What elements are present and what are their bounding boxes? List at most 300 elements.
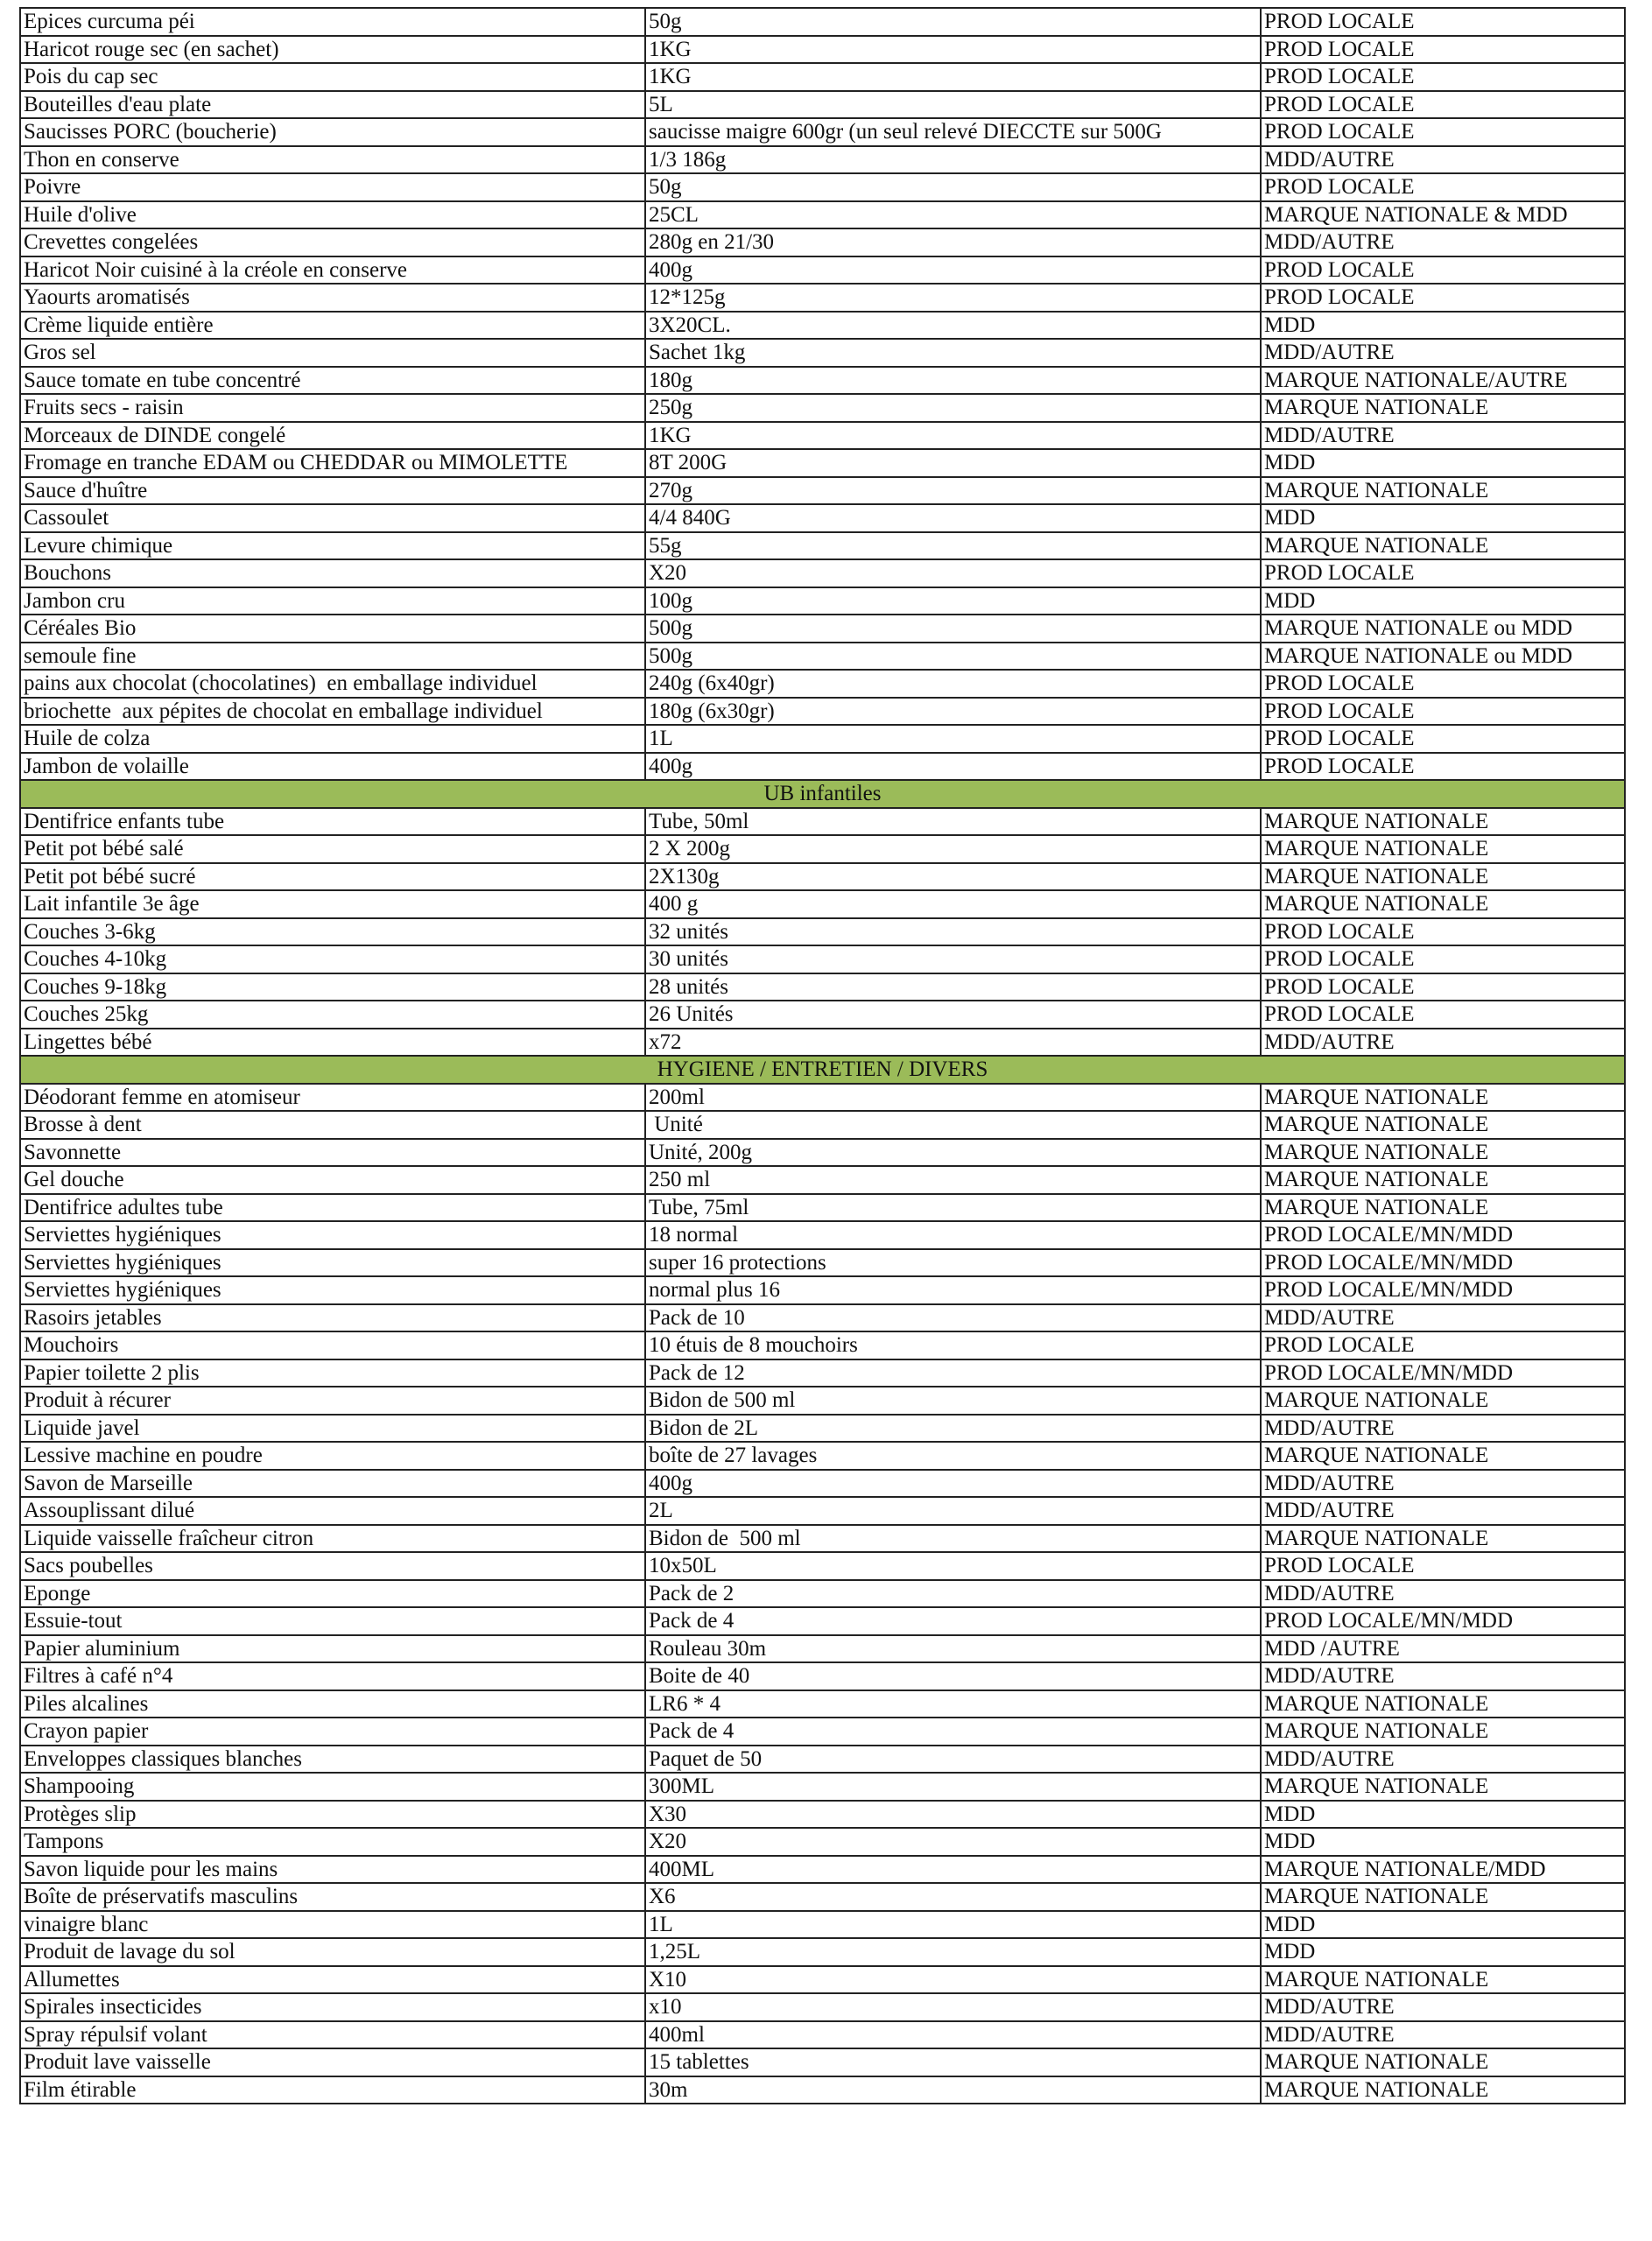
brand-cell: MARQUE NATIONALE: [1261, 1525, 1625, 1553]
table-row: [20, 1662, 1625, 1690]
table-row: [20, 2048, 1625, 2076]
table-row: [20, 753, 1625, 781]
product-cell: Couches 25kg: [20, 1001, 645, 1029]
product-cell: Céréales Bio: [20, 615, 645, 643]
format-cell: 30m: [645, 2076, 1261, 2104]
table-row: [20, 1883, 1625, 1911]
product-cell: Brosse à dent: [20, 1111, 645, 1139]
brand-cell: MDD: [1261, 1828, 1625, 1856]
table-row: [20, 312, 1625, 340]
brand-cell: MARQUE NATIONALE: [1261, 1883, 1625, 1911]
brand-cell: PROD LOCALE: [1261, 698, 1625, 726]
table-row: [20, 1801, 1625, 1829]
table-row: [20, 1911, 1625, 1939]
format-cell: 400g: [645, 753, 1261, 781]
brand-cell: PROD LOCALE: [1261, 1552, 1625, 1580]
table-row: [20, 1525, 1625, 1553]
brand-cell: MARQUE NATIONALE ou MDD: [1261, 615, 1625, 643]
brand-cell: MDD/AUTRE: [1261, 1662, 1625, 1690]
format-cell: Tube, 50ml: [645, 808, 1261, 836]
table-row: [20, 394, 1625, 422]
product-cell: Serviettes hygiéniques: [20, 1249, 645, 1277]
product-cell: Poivre: [20, 173, 645, 201]
brand-cell: PROD LOCALE/MN/MDD: [1261, 1221, 1625, 1249]
table-row: [20, 449, 1625, 477]
product-cell: Papier toilette 2 plis: [20, 1359, 645, 1387]
format-cell: 2X130g: [645, 863, 1261, 891]
table-row: [20, 890, 1625, 918]
format-cell: 240g (6x40gr): [645, 670, 1261, 698]
product-cell: Cassoulet: [20, 504, 645, 532]
product-cell: Savonnette: [20, 1139, 645, 1167]
product-table: [19, 7, 1626, 2104]
format-cell: Pack de 10: [645, 1304, 1261, 1332]
table-row: [20, 863, 1625, 891]
brand-cell: MARQUE NATIONALE: [1261, 808, 1625, 836]
table-row: [20, 1470, 1625, 1498]
brand-cell: MARQUE NATIONALE: [1261, 394, 1625, 422]
table-row: [20, 1552, 1625, 1580]
product-cell: Couches 4-10kg: [20, 945, 645, 973]
format-cell: 180g (6x30gr): [645, 698, 1261, 726]
brand-cell: PROD LOCALE: [1261, 918, 1625, 946]
product-cell: Produit à récurer: [20, 1387, 645, 1415]
product-cell: Epices curcuma péi: [20, 8, 645, 36]
format-cell: 2 X 200g: [645, 835, 1261, 863]
table-row: [20, 1828, 1625, 1856]
format-cell: boîte de 27 lavages: [645, 1442, 1261, 1470]
brand-cell: MARQUE NATIONALE: [1261, 1690, 1625, 1718]
section-header-row: [20, 780, 1625, 808]
product-cell: Filtres à café n°4: [20, 1662, 645, 1690]
format-cell: Pack de 4: [645, 1607, 1261, 1635]
format-cell: Unité, 200g: [645, 1139, 1261, 1167]
brand-cell: MDD/AUTRE: [1261, 422, 1625, 450]
brand-cell: PROD LOCALE: [1261, 670, 1625, 698]
format-cell: 250g: [645, 394, 1261, 422]
product-cell: Lingettes bébé: [20, 1029, 645, 1057]
format-cell: Bidon de 500 ml: [645, 1387, 1261, 1415]
format-cell: 5L: [645, 91, 1261, 119]
section-title: UB infantiles: [20, 780, 1625, 808]
table-row: [20, 1938, 1625, 1966]
product-cell: semoule fine: [20, 643, 645, 671]
table-row: [20, 559, 1625, 587]
format-cell: Tube, 75ml: [645, 1194, 1261, 1222]
brand-cell: PROD LOCALE/MN/MDD: [1261, 1249, 1625, 1277]
table-row: [20, 698, 1625, 726]
table-row: [20, 643, 1625, 671]
brand-cell: MDD: [1261, 1801, 1625, 1829]
brand-cell: PROD LOCALE/MN/MDD: [1261, 1359, 1625, 1387]
brand-cell: MDD/AUTRE: [1261, 1029, 1625, 1057]
product-cell: Lessive machine en poudre: [20, 1442, 645, 1470]
product-cell: Jambon cru: [20, 587, 645, 615]
table-row: [20, 1359, 1625, 1387]
table-row: [20, 173, 1625, 201]
product-cell: Thon en conserve: [20, 146, 645, 174]
format-cell: Rouleau 30m: [645, 1635, 1261, 1663]
format-cell: 180g: [645, 367, 1261, 395]
product-cell: Petit pot bébé sucré: [20, 863, 645, 891]
product-cell: Crevettes congelées: [20, 228, 645, 256]
table-row: [20, 670, 1625, 698]
brand-cell: PROD LOCALE: [1261, 36, 1625, 64]
table-row: [20, 1773, 1625, 1801]
format-cell: Pack de 2: [645, 1580, 1261, 1608]
product-cell: Bouteilles d'eau plate: [20, 91, 645, 119]
brand-cell: MARQUE NATIONALE: [1261, 1442, 1625, 1470]
format-cell: Bidon de 2L: [645, 1415, 1261, 1443]
format-cell: 10x50L: [645, 1552, 1261, 1580]
brand-cell: MDD/AUTRE: [1261, 339, 1625, 367]
brand-cell: MARQUE NATIONALE/AUTRE: [1261, 367, 1625, 395]
brand-cell: PROD LOCALE: [1261, 8, 1625, 36]
brand-cell: PROD LOCALE/MN/MDD: [1261, 1607, 1625, 1635]
product-cell: Eponge: [20, 1580, 645, 1608]
brand-cell: MDD/AUTRE: [1261, 1580, 1625, 1608]
product-cell: Protèges slip: [20, 1801, 645, 1829]
table-row: [20, 477, 1625, 505]
product-cell: Pois du cap sec: [20, 63, 645, 91]
format-cell: 28 unités: [645, 973, 1261, 1001]
table-row: [20, 367, 1625, 395]
brand-cell: MARQUE NATIONALE/MDD: [1261, 1856, 1625, 1884]
brand-cell: MARQUE NATIONALE: [1261, 890, 1625, 918]
table-row: [20, 808, 1625, 836]
brand-cell: MDD: [1261, 504, 1625, 532]
table-row: [20, 1993, 1625, 2021]
brand-cell: MDD/AUTRE: [1261, 1415, 1625, 1443]
brand-cell: MDD/AUTRE: [1261, 1746, 1625, 1774]
brand-cell: PROD LOCALE: [1261, 118, 1625, 146]
brand-cell: PROD LOCALE: [1261, 559, 1625, 587]
table-row: [20, 1084, 1625, 1112]
format-cell: 1/3 186g: [645, 146, 1261, 174]
table-row: [20, 504, 1625, 532]
brand-cell: MARQUE NATIONALE: [1261, 1387, 1625, 1415]
brand-cell: MDD/AUTRE: [1261, 2021, 1625, 2049]
table-row: [20, 1029, 1625, 1057]
format-cell: 26 Unités: [645, 1001, 1261, 1029]
product-cell: briochette aux pépites de chocolat en emballage individuel: [20, 698, 645, 726]
brand-cell: MARQUE NATIONALE: [1261, 1194, 1625, 1222]
brand-cell: MDD/AUTRE: [1261, 146, 1625, 174]
format-cell: 200ml: [645, 1084, 1261, 1112]
table-row: [20, 1746, 1625, 1774]
table-row: [20, 918, 1625, 946]
brand-cell: MARQUE NATIONALE: [1261, 1773, 1625, 1801]
format-cell: X20: [645, 559, 1261, 587]
table-row: [20, 146, 1625, 174]
brand-cell: MDD: [1261, 1911, 1625, 1939]
product-cell: Enveloppes classiques blanches: [20, 1746, 645, 1774]
section-header-row: [20, 1056, 1625, 1084]
table-row: [20, 91, 1625, 119]
table-row: [20, 36, 1625, 64]
brand-cell: MARQUE NATIONALE: [1261, 835, 1625, 863]
product-cell: Haricot rouge sec (en sachet): [20, 36, 645, 64]
table-row: [20, 1331, 1625, 1359]
table-row: [20, 1607, 1625, 1635]
table-row: [20, 1966, 1625, 1994]
table-row: [20, 532, 1625, 560]
product-cell: Papier aluminium: [20, 1635, 645, 1663]
table-row: [20, 1580, 1625, 1608]
table-row: [20, 1001, 1625, 1029]
format-cell: 400ML: [645, 1856, 1261, 1884]
brand-cell: MDD/AUTRE: [1261, 1497, 1625, 1525]
product-table-body: [20, 8, 1625, 2104]
format-cell: 32 unités: [645, 918, 1261, 946]
table-row: [20, 228, 1625, 256]
brand-cell: MARQUE NATIONALE: [1261, 1166, 1625, 1194]
format-cell: X30: [645, 1801, 1261, 1829]
product-cell: Serviettes hygiéniques: [20, 1276, 645, 1304]
brand-cell: MDD: [1261, 1938, 1625, 1966]
brand-cell: PROD LOCALE: [1261, 91, 1625, 119]
product-cell: Savon liquide pour les mains: [20, 1856, 645, 1884]
format-cell: 400g: [645, 256, 1261, 285]
format-cell: x72: [645, 1029, 1261, 1057]
table-row: [20, 615, 1625, 643]
brand-cell: PROD LOCALE: [1261, 63, 1625, 91]
product-cell: Yaourts aromatisés: [20, 284, 645, 312]
table-row: [20, 973, 1625, 1001]
product-cell: Lait infantile 3e âge: [20, 890, 645, 918]
product-cell: Sauce d'huître: [20, 477, 645, 505]
format-cell: 4/4 840G: [645, 504, 1261, 532]
product-cell: Gros sel: [20, 339, 645, 367]
format-cell: LR6 * 4: [645, 1690, 1261, 1718]
product-cell: Huile de colza: [20, 725, 645, 753]
table-row: [20, 1249, 1625, 1277]
format-cell: 50g: [645, 173, 1261, 201]
product-cell: Savon de Marseille: [20, 1470, 645, 1498]
brand-cell: PROD LOCALE: [1261, 256, 1625, 285]
product-cell: Rasoirs jetables: [20, 1304, 645, 1332]
format-cell: Unité: [645, 1111, 1261, 1139]
format-cell: saucisse maigre 600gr (un seul relevé DIECCTE sur 500G: [645, 118, 1261, 146]
brand-cell: MARQUE NATIONALE: [1261, 532, 1625, 560]
product-cell: Couches 3-6kg: [20, 918, 645, 946]
format-cell: 2L: [645, 1497, 1261, 1525]
table-row: [20, 587, 1625, 615]
product-cell: Crème liquide entière: [20, 312, 645, 340]
format-cell: 500g: [645, 643, 1261, 671]
format-cell: normal plus 16: [645, 1276, 1261, 1304]
table-row: [20, 118, 1625, 146]
format-cell: 3X20CL.: [645, 312, 1261, 340]
format-cell: X6: [645, 1883, 1261, 1911]
brand-cell: MARQUE NATIONALE: [1261, 1718, 1625, 1746]
product-cell: Film étirable: [20, 2076, 645, 2104]
product-cell: Huile d'olive: [20, 201, 645, 229]
brand-cell: MDD: [1261, 312, 1625, 340]
brand-cell: MARQUE NATIONALE: [1261, 1111, 1625, 1139]
table-row: [20, 1166, 1625, 1194]
format-cell: Pack de 12: [645, 1359, 1261, 1387]
product-cell: Liquide javel: [20, 1415, 645, 1443]
brand-cell: PROD LOCALE: [1261, 1331, 1625, 1359]
brand-cell: MDD/AUTRE: [1261, 1993, 1625, 2021]
product-cell: Dentifrice enfants tube: [20, 808, 645, 836]
table-row: [20, 201, 1625, 229]
brand-cell: MARQUE NATIONALE: [1261, 1966, 1625, 1994]
format-cell: 100g: [645, 587, 1261, 615]
format-cell: 400 g: [645, 890, 1261, 918]
product-cell: Crayon papier: [20, 1718, 645, 1746]
format-cell: 400ml: [645, 2021, 1261, 2049]
product-cell: Levure chimique: [20, 532, 645, 560]
format-cell: Sachet 1kg: [645, 339, 1261, 367]
table-row: [20, 1415, 1625, 1443]
format-cell: 1L: [645, 725, 1261, 753]
format-cell: Bidon de 500 ml: [645, 1525, 1261, 1553]
table-row: [20, 1497, 1625, 1525]
format-cell: 270g: [645, 477, 1261, 505]
table-row: [20, 1442, 1625, 1470]
section-title: HYGIENE / ENTRETIEN / DIVERS: [20, 1056, 1625, 1084]
format-cell: 18 normal: [645, 1221, 1261, 1249]
brand-cell: MDD/AUTRE: [1261, 1304, 1625, 1332]
brand-cell: PROD LOCALE: [1261, 1001, 1625, 1029]
product-cell: Fromage en tranche EDAM ou CHEDDAR ou MIMOLETTE: [20, 449, 645, 477]
brand-cell: PROD LOCALE: [1261, 725, 1625, 753]
brand-cell: MARQUE NATIONALE & MDD: [1261, 201, 1625, 229]
product-cell: Boîte de préservatifs masculins: [20, 1883, 645, 1911]
product-cell: Gel douche: [20, 1166, 645, 1194]
format-cell: 500g: [645, 615, 1261, 643]
table-row: [20, 1111, 1625, 1139]
brand-cell: PROD LOCALE: [1261, 973, 1625, 1001]
format-cell: x10: [645, 1993, 1261, 2021]
product-cell: Bouchons: [20, 559, 645, 587]
table-row: [20, 422, 1625, 450]
format-cell: 8T 200G: [645, 449, 1261, 477]
table-row: [20, 1194, 1625, 1222]
product-cell: Déodorant femme en atomiseur: [20, 1084, 645, 1112]
table-row: [20, 8, 1625, 36]
table-row: [20, 339, 1625, 367]
table-row: [20, 1276, 1625, 1304]
product-cell: Couches 9-18kg: [20, 973, 645, 1001]
brand-cell: MARQUE NATIONALE: [1261, 2076, 1625, 2104]
table-row: [20, 835, 1625, 863]
format-cell: X10: [645, 1966, 1261, 1994]
brand-cell: MARQUE NATIONALE ou MDD: [1261, 643, 1625, 671]
product-cell: Produit lave vaisselle: [20, 2048, 645, 2076]
brand-cell: MDD /AUTRE: [1261, 1635, 1625, 1663]
format-cell: super 16 protections: [645, 1249, 1261, 1277]
product-cell: Haricot Noir cuisiné à la créole en conserve: [20, 256, 645, 285]
format-cell: 250 ml: [645, 1166, 1261, 1194]
product-cell: Allumettes: [20, 1966, 645, 1994]
format-cell: X20: [645, 1828, 1261, 1856]
table-row: [20, 1690, 1625, 1718]
brand-cell: MDD: [1261, 587, 1625, 615]
format-cell: 15 tablettes: [645, 2048, 1261, 2076]
brand-cell: PROD LOCALE: [1261, 945, 1625, 973]
format-cell: 25CL: [645, 201, 1261, 229]
brand-cell: MARQUE NATIONALE: [1261, 1139, 1625, 1167]
product-cell: Mouchoirs: [20, 1331, 645, 1359]
table-row: [20, 725, 1625, 753]
format-cell: 1KG: [645, 63, 1261, 91]
brand-cell: MDD: [1261, 449, 1625, 477]
format-cell: 1KG: [645, 36, 1261, 64]
format-cell: 50g: [645, 8, 1261, 36]
table-row: [20, 1304, 1625, 1332]
brand-cell: MARQUE NATIONALE: [1261, 477, 1625, 505]
brand-cell: PROD LOCALE: [1261, 284, 1625, 312]
brand-cell: PROD LOCALE/MN/MDD: [1261, 1276, 1625, 1304]
format-cell: 1,25L: [645, 1938, 1261, 1966]
brand-cell: PROD LOCALE: [1261, 753, 1625, 781]
product-cell: Shampooing: [20, 1773, 645, 1801]
table-row: [20, 1856, 1625, 1884]
format-cell: Pack de 4: [645, 1718, 1261, 1746]
table-row: [20, 2021, 1625, 2049]
format-cell: 12*125g: [645, 284, 1261, 312]
product-cell: Produit de lavage du sol: [20, 1938, 645, 1966]
format-cell: 280g en 21/30: [645, 228, 1261, 256]
format-cell: 300ML: [645, 1773, 1261, 1801]
product-cell: pains aux chocolat (chocolatines) en emballage individuel: [20, 670, 645, 698]
product-cell: Piles alcalines: [20, 1690, 645, 1718]
brand-cell: MDD/AUTRE: [1261, 1470, 1625, 1498]
product-cell: Assouplissant dilué: [20, 1497, 645, 1525]
brand-cell: MDD/AUTRE: [1261, 228, 1625, 256]
product-cell: Jambon de volaille: [20, 753, 645, 781]
table-row: [20, 945, 1625, 973]
product-cell: Petit pot bébé salé: [20, 835, 645, 863]
brand-cell: MARQUE NATIONALE: [1261, 863, 1625, 891]
product-cell: Sauce tomate en tube concentré: [20, 367, 645, 395]
table-row: [20, 1387, 1625, 1415]
product-cell: Spray répulsif volant: [20, 2021, 645, 2049]
brand-cell: PROD LOCALE: [1261, 173, 1625, 201]
product-cell: Tampons: [20, 1828, 645, 1856]
format-cell: 30 unités: [645, 945, 1261, 973]
table-row: [20, 1139, 1625, 1167]
table-row: [20, 256, 1625, 285]
format-cell: 1L: [645, 1911, 1261, 1939]
product-cell: Fruits secs - raisin: [20, 394, 645, 422]
table-row: [20, 1635, 1625, 1663]
table-row: [20, 1221, 1625, 1249]
format-cell: Boite de 40: [645, 1662, 1261, 1690]
table-row: [20, 63, 1625, 91]
format-cell: 1KG: [645, 422, 1261, 450]
product-cell: Morceaux de DINDE congelé: [20, 422, 645, 450]
table-row: [20, 1718, 1625, 1746]
product-cell: Sacs poubelles: [20, 1552, 645, 1580]
brand-cell: MARQUE NATIONALE: [1261, 1084, 1625, 1112]
table-row: [20, 2076, 1625, 2104]
format-cell: 400g: [645, 1470, 1261, 1498]
product-cell: vinaigre blanc: [20, 1911, 645, 1939]
product-cell: Essuie-tout: [20, 1607, 645, 1635]
table-row: [20, 284, 1625, 312]
product-cell: Liquide vaisselle fraîcheur citron: [20, 1525, 645, 1553]
format-cell: 10 étuis de 8 mouchoirs: [645, 1331, 1261, 1359]
format-cell: Paquet de 50: [645, 1746, 1261, 1774]
brand-cell: MARQUE NATIONALE: [1261, 2048, 1625, 2076]
product-cell: Serviettes hygiéniques: [20, 1221, 645, 1249]
product-cell: Spirales insecticides: [20, 1993, 645, 2021]
product-cell: Saucisses PORC (boucherie): [20, 118, 645, 146]
